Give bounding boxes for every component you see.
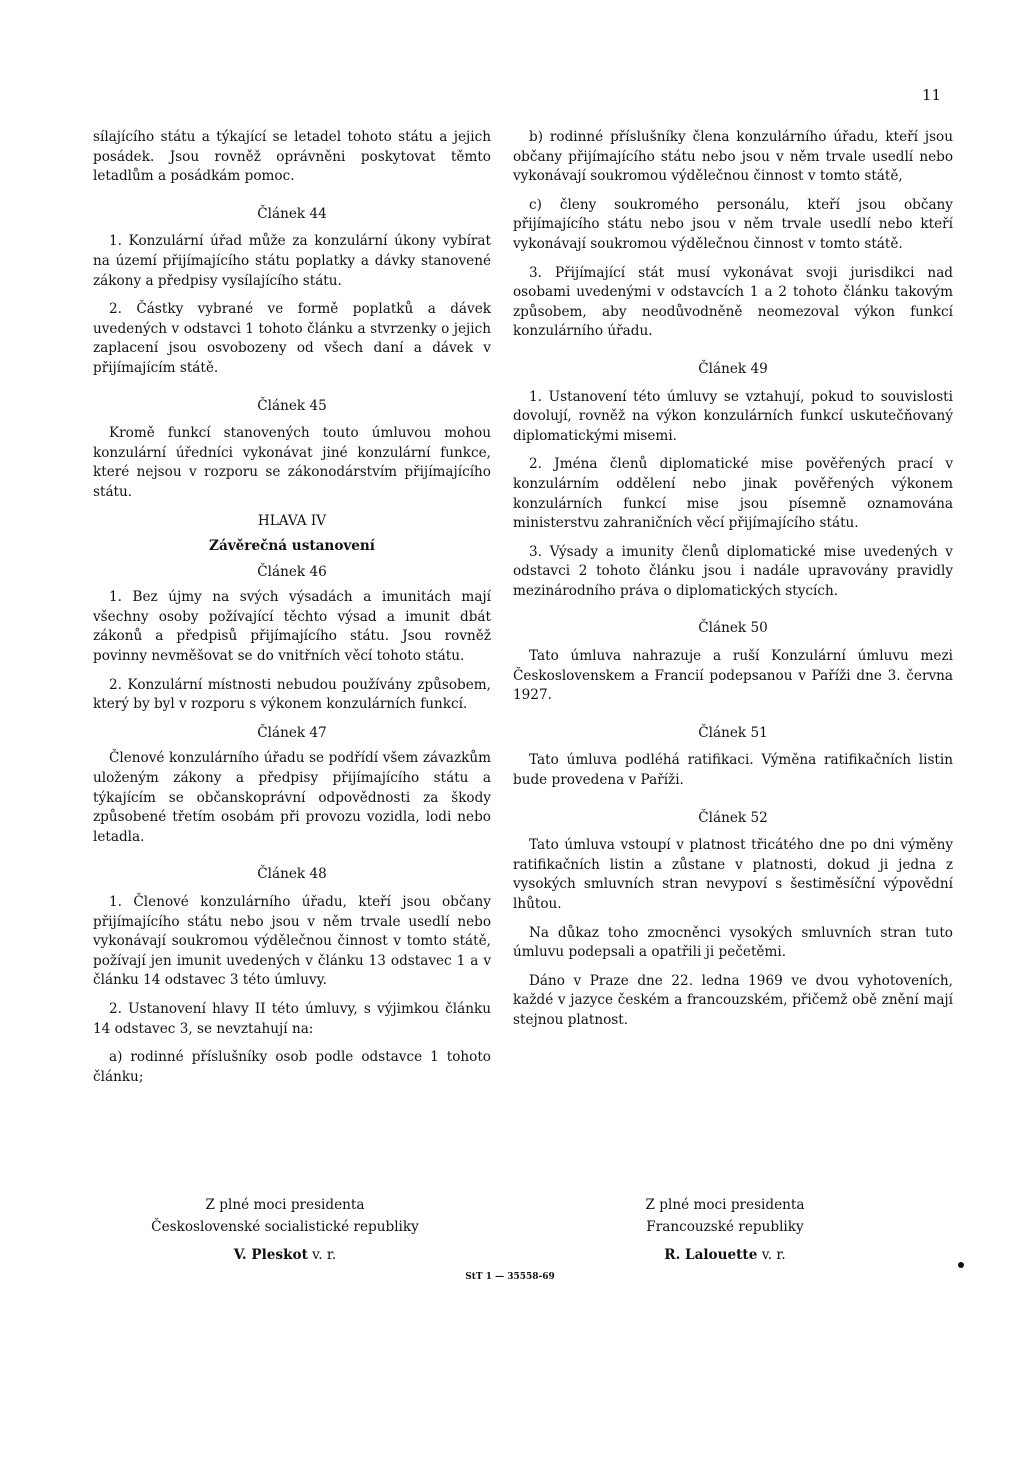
signature-left-line2: Československé socialistické republiky: [151, 1219, 419, 1235]
section-title: Závěrečná ustanovení: [209, 538, 375, 555]
left-column: [93, 128, 491, 1096]
signature-left-suffix: v. r.: [307, 1247, 337, 1263]
signature-left-name: V. Pleskot: [233, 1247, 308, 1263]
paragraph: Tato úmluva nahrazuje a ruší Konzulární úmluvu mezi Československem a Francií podepsanou v Paříži dne 3. června 1927.: [513, 648, 953, 704]
paragraph: Kromě funkcí stanovených touto úmluvou mohou konzulární úředníci vykonávat jiné konzulární funkce, které nejsou v rozporu se zákonodárstvím přijímajícího státu.: [93, 425, 491, 500]
section-heading: Článek 46: [257, 563, 327, 580]
paragraph: Dáno v Praze dne 22. ledna 1969 ve dvou vyhotoveních, každé v jazyce českém a francouzském, přičemž obě znění mají stejnou platnost.: [513, 972, 953, 1028]
paragraph: 2. Částky vybrané ve formě poplatků a dávek uvedených v odstavci 1 tohoto článku a stvrzenky o jejich zaplacení jsou osvobozeny od všech daní a dávek v přijímajícím státě.: [93, 301, 491, 376]
paragraph: c) členy soukromého personálu, kteří jsou občany přijímajícího státu nebo jsou v něm trvale usedlí nebo kteří vykonávají soukromou výdělečnou činnost v tomto státě.: [513, 196, 953, 252]
page-number: 11: [922, 86, 942, 104]
paragraph: Tato úmluva podléhá ratifikaci. Výměna ratifikačních listin bude provedena v Paříži.: [513, 752, 953, 789]
paragraph: 2. Konzulární místnosti nebudou používány způsobem, který by byl v rozporu s výkonem konzulárních funkcí.: [93, 676, 491, 713]
article-heading: Článek 52: [698, 809, 768, 826]
signature-right-line2: Francouzské republiky: [646, 1219, 804, 1235]
paragraph: Na důkaz toho zmocněnci vysokých smluvních stran tuto úmluvu podepsali a opatřili ji pečetěmi.: [513, 924, 953, 961]
paragraph: Členové konzulárního úřadu se podřídí všem závazkům uloženým zákony a předpisy přijímajícího státu a týkajícím se občanskoprávní odpovědnosti za škody způsobené třetím osobám při provozu vozidla, lodi nebo letadla.: [93, 750, 491, 845]
paragraph: 1. Členové konzulárního úřadu, kteří jsou občany přijímajícího státu nebo jsou v něm trvale usedlí nebo vykonávají soukromou výdělečnou činnost v tomto státě, požívají jen imunit uvedených v článku 13 odstavec 1 a v článku 14 odstavec 3 této úmluvy.: [93, 894, 491, 989]
paragraph: a) rodinné příslušníky osob podle odstavce 1 tohoto článku;: [93, 1049, 491, 1085]
paragraph: 1. Bez újmy na svých výsadách a imunitách mají všechny osoby požívající těchto výsad a imunit dbát zákonů a předpisů přijímajícího státu. Jsou rovněž povinny nevměšovat se do vnitřních věcí tohoto státu.: [93, 589, 491, 665]
paragraph: 3. Výsady a imunity členů diplomatické mise uvedených v odstavci 2 tohoto článku jsou i nadále upravovány pravidly mezinárodního práva o diplomatických stycích.: [513, 543, 953, 599]
article-heading: Článek 44: [257, 205, 327, 222]
signature-left-line1: Z plné moci presidenta: [205, 1197, 365, 1213]
article-heading: Článek 45: [257, 397, 327, 414]
section-heading: Článek 47: [257, 724, 327, 741]
section-heading: HLAVA IV: [257, 512, 327, 529]
paragraph: sílajícího státu a týkající se letadel tohoto státu a jejich posádek. Jsou rovněž oprávněni poskytovat těmto letadlům a posádkám pomoc.: [93, 129, 491, 185]
signature-right-line1: Z plné moci presidenta: [645, 1197, 805, 1213]
signature-right-suffix: v. r.: [757, 1247, 786, 1263]
paragraph: 2. Ustanovení hlavy II této úmluvy, s výjimkou článku 14 odstavec 3, se nevztahují na:: [93, 1000, 491, 1037]
paragraph: 2. Jména členů diplomatické mise pověřených prací v konzulárním oddělení nebo jinak pověřených výkonem konzulárních funkcí mise jsou písemně oznamována ministerstvu zahraničních věcí přijímajícího státu.: [513, 456, 953, 532]
right-column: [513, 128, 953, 1040]
signature-block-left: [100, 1194, 470, 1266]
article-heading: Článek 50: [698, 620, 768, 637]
paragraph: 3. Přijímající stát musí vykonávat svoji jurisdikci nad osobami uvedenými v odstavcích 1 a 2 tohoto článku takovým způsobem, aby neodůvodněně neomezoval výkon funkcí konzulárního úřadu.: [513, 264, 953, 340]
paragraph: b) rodinné příslušníky člena konzulárního úřadu, kteří jsou občany přijímajícího státu nebo jsou v něm trvale usedlí nebo vykonávají soukromou výdělečnou činnost v tomto státě,: [513, 129, 953, 185]
article-heading: Článek 51: [698, 724, 768, 741]
signature-block-right: [540, 1194, 910, 1266]
signature-right-name: R. Lalouette: [664, 1247, 758, 1263]
paragraph: 1. Konzulární úřad může za konzulární úkony vybírat na území přijímajícího státu poplatky a dávky stanovené zákony a předpisy vysílajícího státu.: [93, 233, 491, 289]
bullet-mark: [958, 1262, 964, 1268]
article-heading: Článek 48: [257, 866, 327, 883]
signature-right-name-line: [540, 1244, 910, 1266]
print-footer: StT 1 — 35558-69: [465, 1272, 555, 1282]
paragraph: 1. Ustanovení této úmluvy se vztahují, pokud to souvislosti dovolují, rovněž na výkon konzulárních funkcí uskutečňovaný diplomatickými misemi.: [513, 388, 953, 444]
paragraph: Tato úmluva vstoupí v platnost třicátého dne po dni výměny ratifikačních listin a zůstane v platnosti, dokud ji jedna z vysokých smluvních stran nevypoví s šestiměsíční výpovědní lhůtou.: [513, 837, 953, 912]
article-heading: Článek 49: [698, 360, 768, 377]
signature-left-name-line: [100, 1244, 470, 1266]
